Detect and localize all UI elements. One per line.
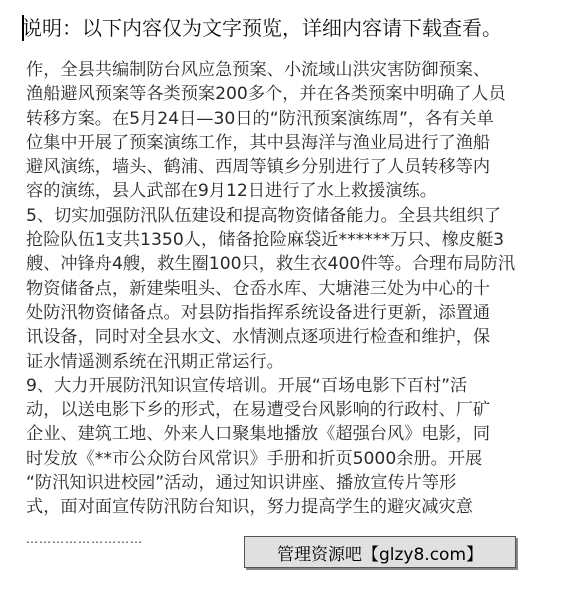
source-label[interactable]: 管理资源吧【glzy8.com】	[244, 536, 516, 568]
body-line: 5、切实加强防汛队伍建设和提高物资储备能力。全县共组织了	[26, 205, 502, 226]
body-line: 时发放《**市公众防台风常识》手册和折页5000余册。开展	[26, 448, 483, 469]
body-line: 处防汛物资储备点。对县防指指挥系统设备进行更新，添置通	[26, 302, 491, 323]
document-body	[26, 58, 552, 520]
body-line: 位集中开展了预案演练工作，其中县海洋与渔业局进行了渔船	[26, 132, 491, 153]
body-line: 式，面对面宣传防汛防台知识，努力提高学生的避灾减灾意	[26, 497, 473, 518]
body-line: 抢险队伍1支共1350人，储备抢险麻袋近******万只、橡皮艇3	[26, 230, 505, 251]
body-line: 企业、建筑工地、外来人口聚集地播放《超强台风》电影，同	[26, 424, 491, 445]
body-line: 艘、冲锋舟4艘，救生圈100只，救生衣400件等。合理布局防汛	[26, 254, 516, 275]
preview-notice: 说明：以下内容仅为文字预览，详细内容请下载查看。	[22, 16, 502, 40]
body-line: 9、大力开展防汛知识宣传培训。开展“百场电影下百村”活	[26, 375, 468, 396]
body-line: 转移方案。在5月24日—30日的“防汛预案演练周”，各有关单	[26, 108, 494, 129]
body-line: “防汛知识进校园”活动，通过知识讲座、播放宣传片等形	[26, 473, 457, 494]
body-line: 证水情遥测系统在汛期正常运行。	[26, 351, 284, 372]
body-line: 避风演练，墙头、鹤浦、西周等镇乡分别进行了人员转移等内	[26, 157, 491, 178]
body-line: 物资储备点，新建柴咀头、仓岙水库、大塘港三处为中心的十	[26, 278, 491, 299]
body-line: 作，全县共编制防台风应急预案、小流域山洪灾害防御预案、	[26, 60, 491, 80]
body-line: 容的演练，县人武部在9月12日进行了水上救援演练。	[26, 181, 437, 202]
body-line: 渔船避风预案等各类预案200多个，并在各类预案中明确了人员	[26, 84, 506, 105]
body-line: 动，以送电影下乡的形式，在易遭受台风影响的行政村、厂矿	[26, 400, 491, 421]
body-line: 讯设备，同时对全县水文、水情测点逐项进行检查和维护，保	[26, 327, 491, 348]
continuation-ellipsis: ………………………	[26, 532, 143, 546]
